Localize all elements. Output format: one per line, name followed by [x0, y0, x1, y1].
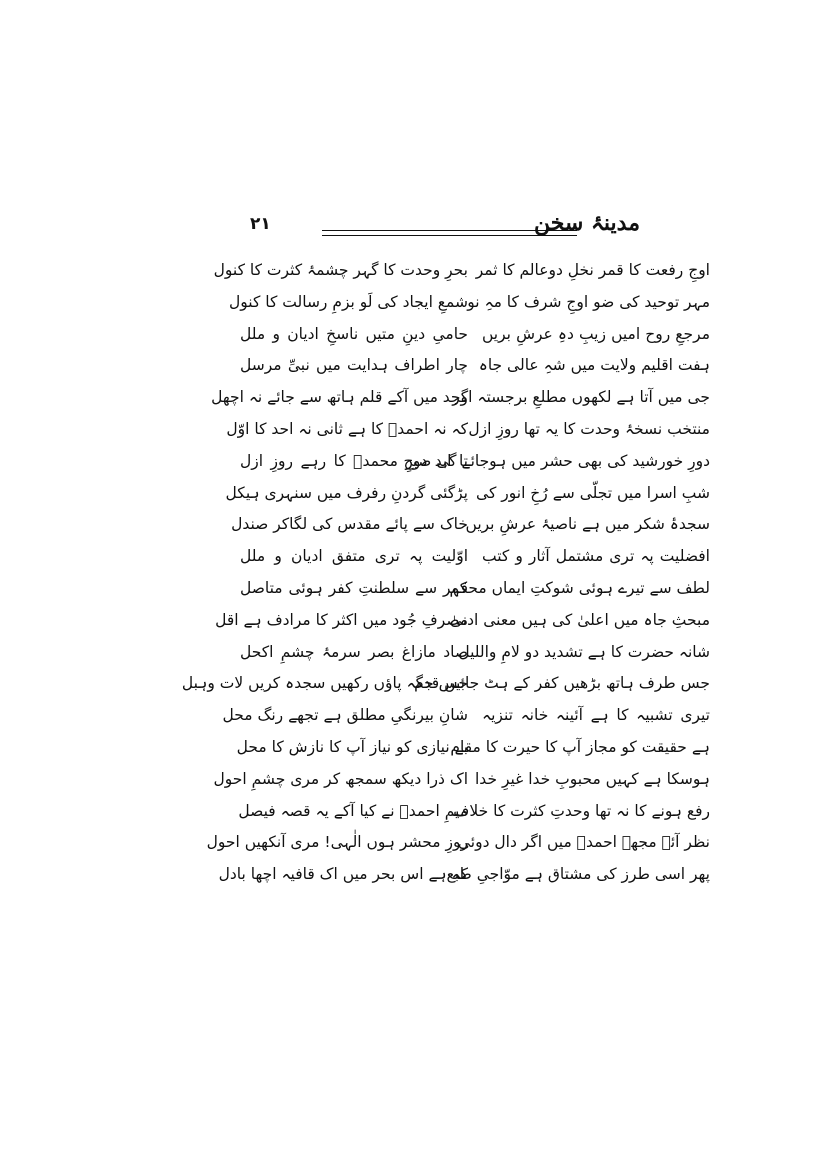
verse-line: شمعِ ایجاد کی لَو بزمِ رسالت کا کنول: [229, 292, 468, 311]
verse-line: دورِ خورشید کی بھی حشر میں ہوجائے گی صبح: [403, 451, 710, 470]
verse-line: نظر آئے مجھے احمدؐ میں اگر دال دوئی: [457, 833, 710, 852]
verse-line: تا ابد دورِ محمدؐ کا رہے روزِ ازل: [240, 451, 468, 470]
verse-line: اوجِ رفعت کا قمر نخلِ دوعالم کا ثمر: [475, 261, 710, 279]
verse-line: وجد میں آکے قلم ہاتھ سے جائے نہ اچھل: [211, 388, 468, 407]
verse-line: ہوسکا ہے کہیں محبوبِ خدا غیرِ خدا: [475, 769, 710, 788]
verse-line: صاد مازاغ بصر سرمۂ چشمِ اکحل: [240, 642, 468, 661]
verse-line: شانہ حضرت کا ہے تشدید دو لامِ واللیل: [458, 642, 710, 661]
verse-line: قہر سے سلطنتِ کفر ہوئی متاصل: [240, 578, 468, 597]
verse-line: تیری تشبیہ کا ہے آئینہ خانہ تنزیہ: [482, 706, 710, 725]
verse-line: مہر توحید کی ضو اوجِ شرف کا مہِ نو: [467, 292, 710, 311]
verse-line: کہ ہے اس بحر میں اک قافیہ اچھا بادل: [218, 865, 468, 884]
page-header: [250, 212, 640, 248]
verse-line: منتخب نسخۂ وحدت کا یہ تھا روزِ ازل: [468, 419, 710, 438]
verse-line: پھر اسی طرز کی مشتاق ہے موّاجیِ طبع: [446, 865, 710, 884]
verse-line: بحرِ وحدت کا گہر چشمۂ کثرت کا کنول: [213, 261, 468, 279]
verse-line: روزِ محشر ہوں الٰہی! مری آنکھیں احول: [206, 833, 468, 852]
verse-line: پڑگئی گردنِ رفرف میں سنہری ہیکل: [225, 483, 468, 502]
verse-line: خاک سے پائے مقدس کی لگاکر صندل: [231, 515, 468, 534]
poem-column-left: [181, 255, 468, 891]
poem-column-right: [403, 255, 710, 891]
verse-line: جس طرف ہاتھ بڑھیں کفر کے ہٹ جائیں قدم: [414, 674, 710, 693]
running-title: مدینۂ سخن: [533, 210, 640, 236]
verse-line: افضلیت پہ تری مشتمل آثار و کتب: [482, 547, 710, 566]
verse-line: بے نیازی کو نیاز آپ کا نازش کا محل: [236, 737, 468, 756]
verse-line: کہ نہ احمدؐ کا ہے ثانی نہ احد کا اوّل: [226, 419, 468, 438]
verse-line: سجدۂ شکر میں ہے ناصیۂ عرشِ بریں: [465, 515, 710, 534]
verse-line: اک ذرا دیکھ سمجھ کر مری چشمِ احول: [213, 769, 468, 788]
verse-line: اوّلیت پہ تری متفق ادیان و ملل: [240, 547, 468, 566]
verse-line: مبحثِ جاہ میں اعلیٰ کی ہیں معنی ادنیٰ: [449, 610, 710, 629]
verse-line: جی میں آتا ہے لکھوں مطلعِ برجستہ اگر: [452, 388, 710, 407]
verse-line: مصرفِ جُود میں اکثر کا مرادف ہے اقل: [215, 610, 468, 629]
verse-line: چار اطراف ہدایت میں نبیِّ مرسل: [240, 356, 468, 375]
verse-line: ہے حقیقت کو مجاز آپ کا حیرت کا مقام: [450, 737, 710, 756]
verse-line: میمِ احمدؐ نے کیا آکے یہ قصہ فیصل: [238, 801, 468, 820]
verse-line: رفع ہونے کا نہ تھا وحدتِ کثرت کا خلاف: [453, 801, 710, 820]
verse-line: شانِ بیرنگیِ مطلق ہے تجھے رنگ محل: [222, 706, 468, 725]
verse-line: جس جگہ پاؤں رکھیں سجدہ کریں لات وہبل: [181, 674, 468, 693]
verse-line: مرجعِ روح امیں زیبِ دہِ عرشِ بریں: [482, 324, 710, 343]
verse-line: ہفت اقلیم ولایت میں شہِ عالی جاہ: [478, 356, 710, 375]
verse-line: لطف سے تیرے ہوئی شوکتِ ایماں محکم: [449, 578, 710, 597]
verse-line: شبِ اسرا میں تجلّی سے رُخِ انور کی: [476, 483, 710, 502]
page-number: ۲۱: [250, 214, 271, 234]
verse-line: حامیِ دینِ متیں ناسخِ ادیان و ملل: [240, 324, 468, 343]
